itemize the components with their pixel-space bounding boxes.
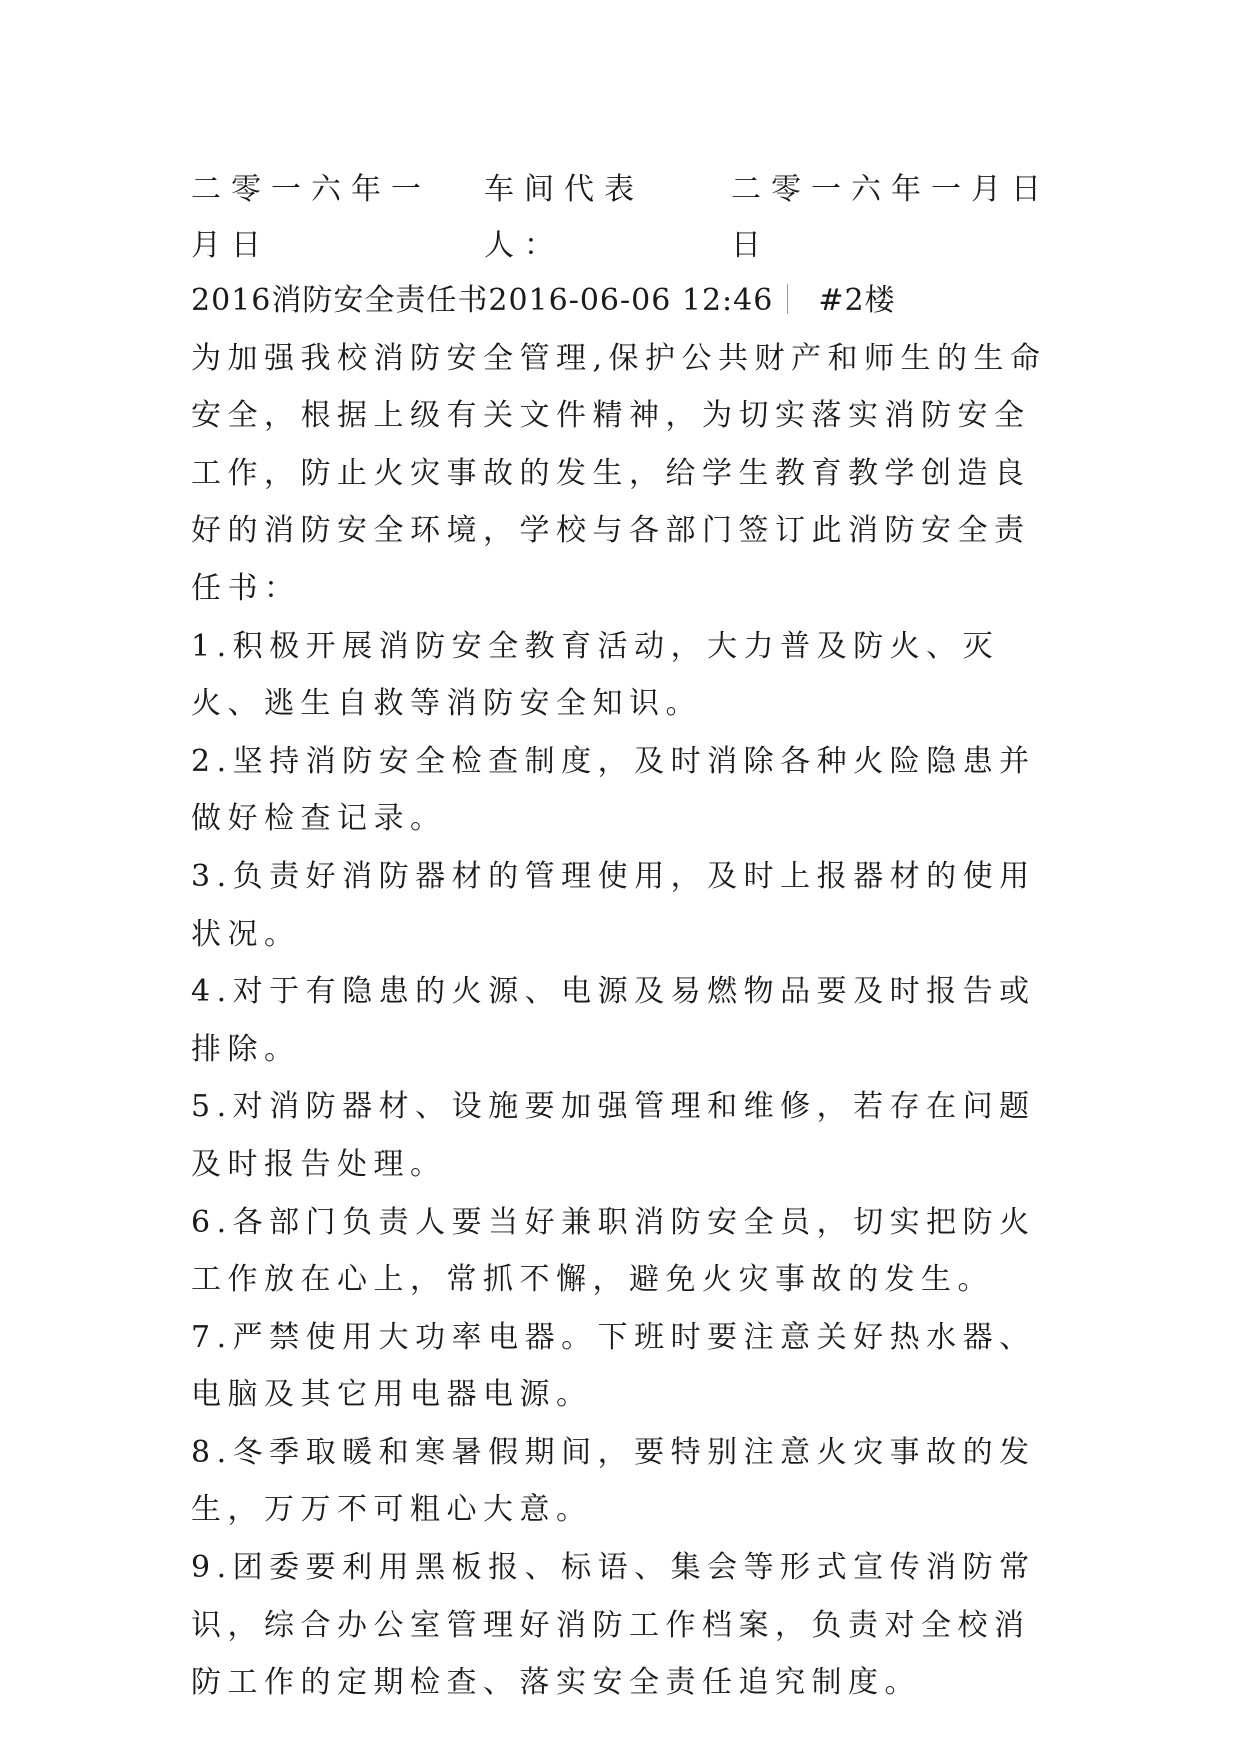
list-item: 3.负责好消防器材的管理使用，及时上报器材的使用状况。 [191,858,1036,952]
list-item: 4.对于有隐患的火源、电源及易燃物品要及时报告或排除。 [191,974,1036,1067]
list-item: 2.坚持消防安全检查制度，及时消除各种火险隐患并做好检查记录。 [191,743,1036,837]
signature-left-date: 二零一六年一月日 [191,172,431,263]
list-item: 1.积极开展消防安全教育活动，大力普及防火、灭火、逃生自救等消防安全知识。 [191,628,1000,722]
signature-workshop-representative: 车间代表人： [484,172,644,263]
separator [787,284,788,314]
signature-block [191,162,1061,282]
floor-number: #2楼 [818,283,896,318]
intro-paragraph: 为加强我校消防安全管理,保护公共财产和师生的生命安全，根据上级有关文件精神，为切实落实消防安全工作，防止火灾事故的发生，给学生教育教学创造良好的消防安全环境，学校与各部门签订此消防安全责任书： [191,340,1047,606]
post-datetime: 2016-06-06 12:46 [488,283,774,318]
document-title: 消防安全责任书 [271,283,489,318]
list-item: 8.冬季取暖和寒暑假期间，要特别注意火灾事故的发生，万万不可粗心大意。 [191,1434,1036,1528]
document-body [191,272,1061,1712]
list-item: 9.团委要利用黑板报、标语、集会等形式宣传消防常识，综合办公室管理好消防工作档案，负责对全校消防工作的定期检查、落实安全责任追究制度。 [191,1550,1036,1701]
list-item: 5.对消防器材、设施要加强管理和维修，若存在问题及时报告处理。 [191,1089,1036,1182]
list-item: 7.严禁使用大功率电器。下班时要注意关好热水器、电脑及其它用电器电源。 [191,1319,1036,1413]
signature-right-date: 二零一六年一月日日 [731,172,1051,263]
post-header [191,272,1061,330]
title-prefix: 2016 [191,283,272,318]
list-item: 6.各部门负责人要当好兼职消防安全员，切实把防火工作放在心上，常抓不懈，避免火灾事故的发生。 [191,1204,1036,1298]
